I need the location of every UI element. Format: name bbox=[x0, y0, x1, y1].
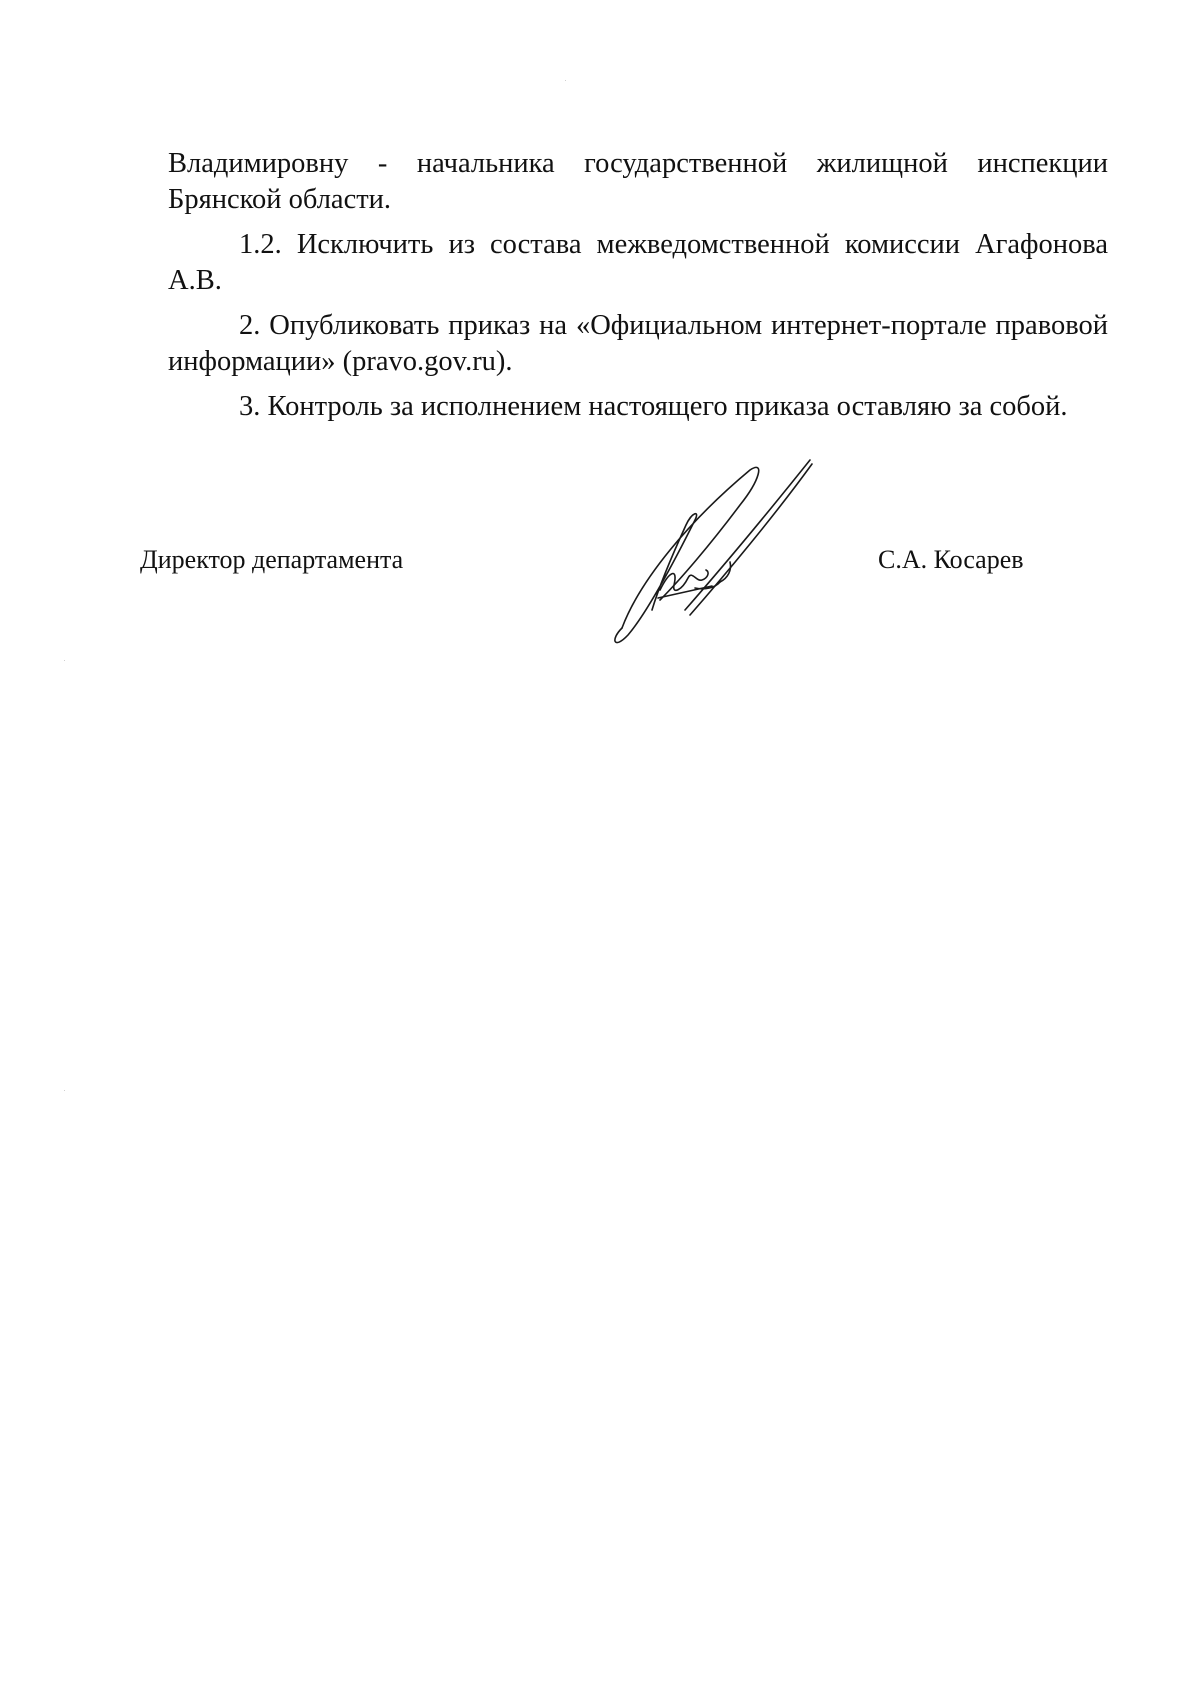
scan-speck bbox=[64, 1090, 65, 1091]
paragraph-item-2: 2. Опубликовать приказ на «Официальном интернет-портале правовой информации» (pravo.gov.ru). bbox=[168, 310, 1108, 377]
paragraph-item-3: 3. Контроль за исполнением настоящего приказа оставляю за собой. bbox=[239, 391, 1068, 422]
paragraph-continuation: Владимировну - начальника государственной жилищной инспекции Брянской области. bbox=[168, 148, 1108, 215]
signature-icon bbox=[600, 450, 840, 650]
document-body bbox=[168, 146, 1108, 434]
paragraph-item-1-2: 1.2. Исключить из состава межведомственной комиссии Агафонова А.В. bbox=[168, 229, 1108, 296]
scan-speck bbox=[565, 80, 566, 81]
signer-name: С.А. Косарев bbox=[878, 545, 1024, 574]
scan-speck bbox=[64, 660, 65, 661]
signer-position-title: Директор департамента bbox=[140, 545, 404, 574]
